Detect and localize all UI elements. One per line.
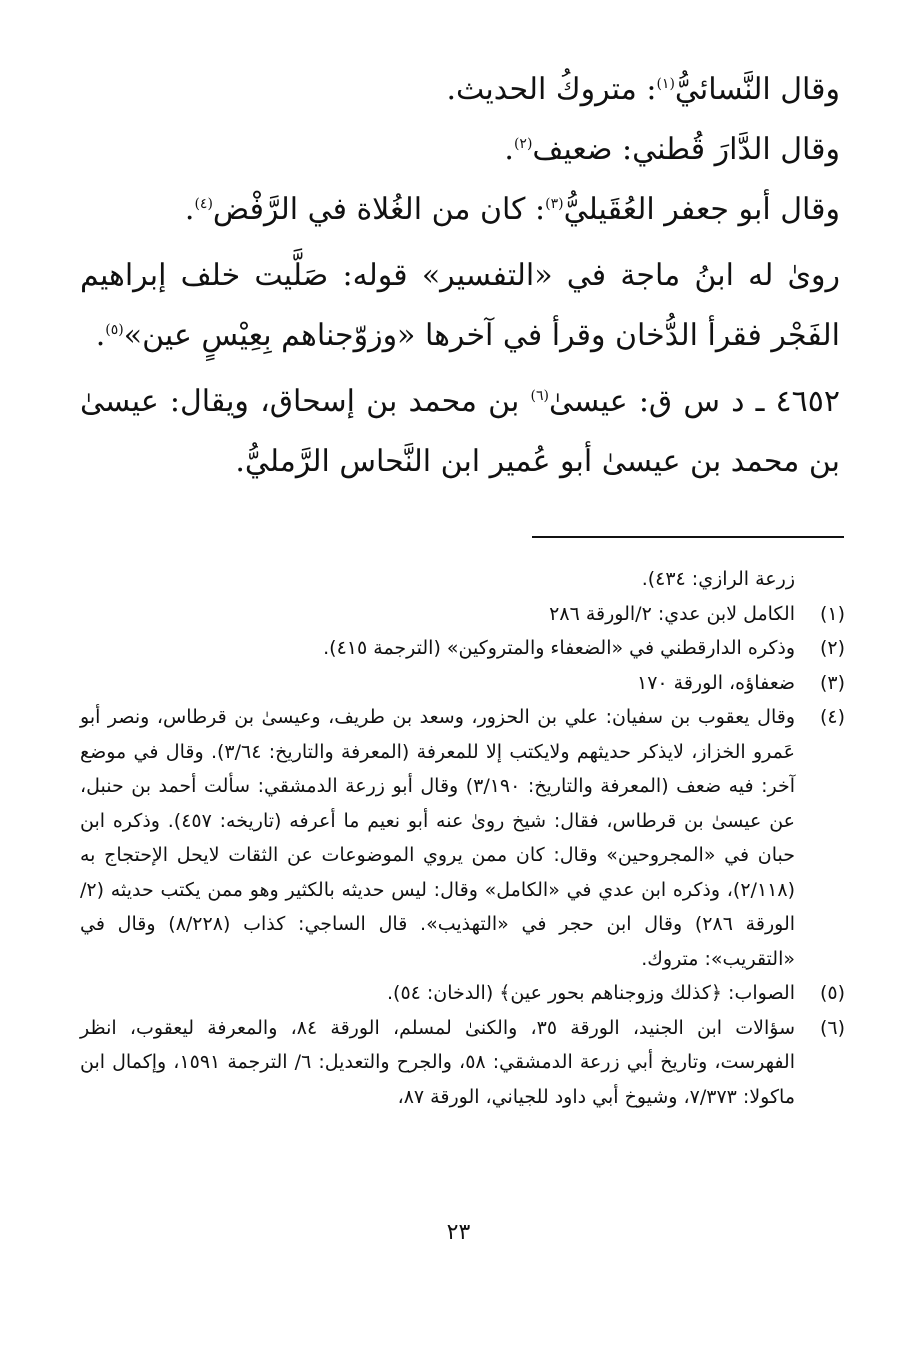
footnote-5 — [80, 976, 845, 1011]
footnote-text: وقال يعقوب بن سفيان: علي بن الحزور، وسعد بن طريف، وعيسىٰ بن قرطاس، ونصر أبو عَمرو الخزاز، لايذكر حديثهم ولايكتب إلا للمعرفة (المعرفة والتاريخ: ٣/٦٤). وقال في موضع آخر: فيه ضعف (المعرفة والتاريخ: ٣/١٩٠) وقال أبو زرعة الدمشقي: سألت أحمد بن حنبل، عن عيسىٰ بن قرطاس، فقال: شيخ روىٰ عنه أبو نعيم ما أعرفه (تاريخه: ٤٥٧). وذكره ابن حبان في «المجروحين» وقال: كان ممن يروي الموضوعات عن الثقات لايحل الإحتجاج به (٢/١١٨)، وذكره ابن عدي في «الكامل» وقال: ليس حديثه بالكثير وهو ممن يكتب حديثه (٢/الورقة ٢٨٦) وقال ابن حجر في «التهذيب». قال الساجي: كذاب (٨/٢٢٨) وقال في «التقريب»: متروك. — [80, 706, 796, 970]
footnote-text: زرعة الرازي: ٤٣٤). — [641, 568, 795, 590]
footnote-number: (٢) — [819, 637, 845, 659]
text-span: : متروكُ الحديث. — [446, 72, 657, 107]
footnote-number: (٦) — [819, 1016, 845, 1039]
footnote-number: (٥) — [819, 982, 845, 1004]
main-line-1 — [80, 60, 840, 120]
footnote-ref-5[interactable]: (٥) — [105, 322, 124, 338]
text-span: روىٰ له ابنُ ماجة في «التفسير» قوله: صَلَّيت خلف إبراهيم الفَجْر فقرأ الدُّخان وقرأ في آخرها «وزوّجناهم بِعِيْسٍ عين» — [80, 258, 840, 353]
text-span: : كان من الغُلاة في الرَّفْض — [212, 192, 546, 227]
text-span: . — [504, 132, 514, 167]
main-line-3 — [80, 180, 840, 240]
footnote-separator — [532, 536, 844, 538]
main-line-2 — [80, 120, 840, 180]
footnote-number: (٤) — [819, 706, 845, 728]
text-span: ٤٦٥٢ ـ د س ق: عيسىٰ — [548, 384, 840, 419]
footnote-number: (١) — [819, 602, 845, 625]
footnote-text: سؤالات ابن الجنيد، الورقة ٣٥، والكنىٰ لمسلم، الورقة ٨٤، والمعرفة ليعقوب، انظر الفهرست، وتاريخ أبي زرعة الدمشقي: ٥٨، والجرح والتعديل: ٦/ الترجمة ١٥٩١، وإكمال ابن ماكولا: ٧/٣٧٣، وشيوخ أبي داود للجياني، الورقة ٨٧، — [80, 1016, 796, 1108]
text-span: وقال أبو جعفر العُقَيليُّ — [563, 192, 840, 227]
footnote-text: ضعفاؤه، الورقة ١٧٠ — [637, 671, 795, 694]
text-span: وقال الدَّارَ قُطني: ضعيف — [532, 132, 840, 167]
footnote-number: (٣) — [819, 671, 845, 694]
footnote-ref-6[interactable]: (٦) — [530, 388, 549, 404]
footnote-text: وذكره الدارقطني في «الضعفاء والمتروكين» (الترجمة ٤١٥). — [323, 637, 795, 659]
main-text — [80, 60, 840, 492]
footnote-continuation — [80, 562, 845, 597]
text-span: . — [95, 318, 106, 353]
page-number: ٢٣ — [446, 1220, 471, 1245]
footnote-ref-3[interactable]: (٣) — [545, 196, 564, 212]
main-entry-4652 — [80, 372, 840, 492]
footnote-text: الكامل لابن عدي: ٢/الورقة ٢٨٦ — [549, 602, 795, 625]
text-span: وقال النَّسائيُّ — [674, 72, 840, 107]
footnote-text: الصواب: ﴿كذلك وزوجناهم بحور عين﴾ (الدخان: ٥٤). — [386, 982, 795, 1004]
footnote-ref-2[interactable]: (٢) — [513, 136, 533, 152]
text-span: بن محمد بن إسحاق، ويقال: عيسىٰ بن محمد بن عيسىٰ أبو عُمير ابن النَّحاس الرَّمليُّ. — [80, 384, 840, 479]
footnote-ref-4[interactable]: (٤) — [194, 196, 213, 212]
footnote-4 — [80, 700, 845, 976]
footnote-1 — [80, 597, 845, 632]
main-paragraph-riwaya — [80, 246, 840, 366]
footnote-3 — [80, 666, 845, 701]
text-span: . — [184, 192, 195, 227]
footnote-ref-1[interactable]: (١) — [656, 76, 675, 92]
footnote-6 — [80, 1011, 845, 1115]
footnotes — [80, 562, 845, 1114]
footnote-2 — [80, 631, 845, 666]
